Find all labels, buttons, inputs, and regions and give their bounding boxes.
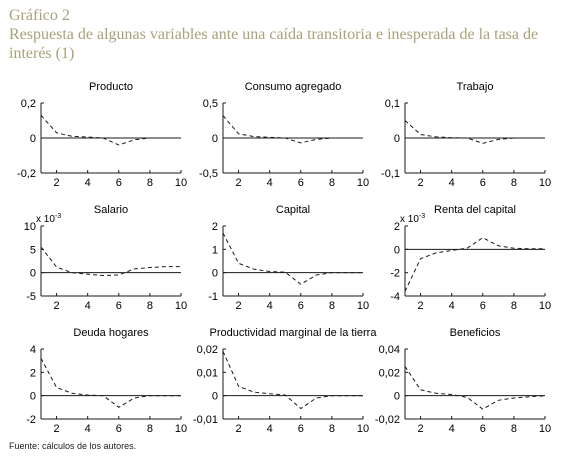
y-tick-label: 0 [29,267,36,280]
x-tick-label: 6 [115,423,122,435]
x-tick-label: 8 [328,300,335,312]
y-tick-label: 0,5 [202,98,218,110]
x-tick-label: 4 [266,177,273,189]
y-tick-label: 0,02 [196,344,218,356]
x-tick-label: 8 [146,177,153,189]
exponent-label: x $10^{-3}$ [400,213,426,225]
x-tick-label: 4 [448,300,455,312]
x-tick-label: 6 [115,300,122,312]
panel-title: Capital [275,204,311,216]
x-tick-label: 2 [53,423,60,435]
x-tick-label: 2 [417,300,424,312]
x-tick-label: 6 [115,177,122,189]
panel-title: Deuda hogares [73,327,149,339]
x-tick-label: 4 [84,423,91,435]
x-tick-label: 2 [235,177,242,189]
figure-title: Respuesta de algunas variables ante una caída transitoria e inesperada de la tasa de interés (1) [9,26,539,62]
panel-title: Consumo agregado [244,81,342,93]
x-tick-label: 10 [356,423,370,435]
panel-title: Producto [88,81,134,93]
y-tick-label: -0,2 [17,168,36,180]
y-tick-label: 0 [393,133,400,145]
panel-title: Trabajo [456,81,494,93]
y-tick-label: 0 [393,390,400,403]
y-tick-label: 2 [211,221,218,233]
y-tick-label: 0,1 [384,98,400,110]
x-tick-label: 10 [538,300,552,312]
y-tick-label: -0,01 [192,414,218,426]
x-tick-label: 10 [174,300,188,312]
panel-title: Renta del capital [434,204,516,216]
x-tick-label: 8 [146,300,153,312]
x-tick-label: 10 [174,423,188,435]
y-tick-label: 0,2 [20,98,36,110]
response-line [223,116,363,143]
response-line [223,233,363,284]
panel-title: Beneficios [449,327,501,339]
y-tick-label: 0 [393,244,400,257]
y-tick-label: 0,01 [196,367,218,380]
x-tick-label: 4 [84,300,91,312]
x-tick-label: 6 [479,300,486,312]
x-tick-label: 8 [510,177,517,189]
x-tick-label: 10 [538,423,552,435]
response-line [41,115,181,145]
x-tick-label: 8 [510,300,517,312]
y-tick-label: 5 [29,244,36,257]
panel-8 [193,327,377,435]
figure-label: Gráfico 2 [9,7,70,24]
panel-6 [390,204,551,312]
y-tick-label: 4 [29,344,36,356]
x-tick-label: 8 [146,423,153,435]
response-line [41,247,181,276]
y-tick-label: 0 [211,390,218,403]
y-tick-label: -2 [390,267,400,280]
x-tick-label: 6 [479,423,486,435]
x-tick-label: 6 [479,177,486,189]
response-line [405,121,545,144]
panel-2 [199,81,369,189]
panel-5 [208,204,369,312]
y-tick-label: -0,5 [199,168,218,180]
x-tick-label: 2 [235,300,242,312]
x-tick-label: 10 [174,177,188,189]
x-tick-label: 2 [53,300,60,312]
y-tick-label: -4 [390,291,400,303]
y-tick-label: 0,02 [378,367,400,380]
exponent-power: -3 [54,213,62,220]
x-tick-label: 4 [266,423,273,435]
y-tick-label: 2 [393,221,400,233]
x-tick-label: 2 [417,423,424,435]
x-tick-label: 4 [266,300,273,312]
panel-9 [375,327,551,435]
y-tick-label: -5 [26,291,36,303]
y-tick-label: 0,04 [378,344,400,356]
x-tick-label: 8 [328,423,335,435]
panel-3 [381,81,551,189]
y-tick-label: -2 [26,414,36,426]
response-line [405,367,545,410]
x-tick-label: 6 [297,423,304,435]
panel-4 [24,204,187,312]
exponent-label: x $10^{-3}$ [36,213,62,225]
x-tick-label: 4 [448,177,455,189]
x-tick-label: 2 [53,177,60,189]
x-tick-label: 4 [84,177,91,189]
y-tick-label: 1 [211,244,218,257]
response-line [41,358,181,407]
y-tick-label: -0,1 [381,168,400,180]
source-note: Fuente: cálculos de los autores. [9,441,137,451]
response-line [405,238,545,292]
x-tick-label: 8 [328,177,335,189]
y-tick-label: 0 [211,267,218,280]
x-tick-label: 6 [297,300,304,312]
x-tick-label: 4 [448,423,455,435]
y-tick-label: 2 [29,367,36,380]
panel-1 [17,81,187,189]
y-tick-label: -0,02 [374,414,400,426]
x-tick-label: 10 [356,300,370,312]
response-line [223,351,363,408]
x-tick-label: 2 [417,177,424,189]
x-tick-label: 2 [235,423,242,435]
panel-title: Salario [93,204,129,216]
exponent-power: -3 [418,213,426,220]
x-tick-label: 10 [356,177,370,189]
panel-7 [26,327,187,435]
x-tick-label: 8 [510,423,517,435]
x-tick-label: 10 [538,177,552,189]
y-tick-label: 10 [23,221,36,233]
panel-title: Productividad marginal de la tierra [209,327,377,339]
y-tick-label: -1 [208,291,218,303]
y-tick-label: 0 [29,390,36,403]
y-tick-label: 0 [29,133,36,145]
y-tick-label: 0 [211,133,218,145]
x-tick-label: 6 [297,177,304,189]
